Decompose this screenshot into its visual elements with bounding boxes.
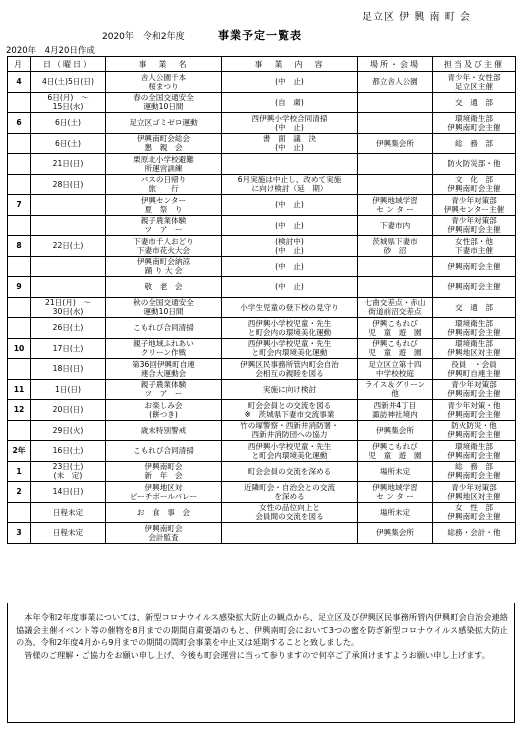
- table-row: [8, 318, 516, 339]
- column-header-event: 事 業 名: [106, 57, 222, 72]
- host-cell: 環境衛生部 伊興南町会主催: [433, 113, 516, 134]
- day-cell: 17日(土): [31, 338, 106, 359]
- event-cell: こもれび合同清掃: [106, 318, 222, 339]
- host-cell: 青少年対策部 伊興地区対主催: [433, 482, 516, 503]
- venue-cell: 伊興集会所: [358, 420, 433, 441]
- notice-paragraph: 皆様のご理解・ご協力をお願い申し上げ、今後も町会運営に当って参りますので何卒ご了承頂けますようお願い申し上げます。: [16, 649, 490, 660]
- host-cell: 青少年対策部 伊興南町会主催: [433, 379, 516, 400]
- table-row: [8, 441, 516, 462]
- content-cell: 町会会員の交流を深める: [222, 461, 358, 482]
- month-cell: [8, 297, 31, 318]
- host-cell: 文 化 部 伊興南町会主催: [433, 174, 516, 195]
- month-cell: [8, 420, 31, 441]
- day-cell: 1日(日): [31, 379, 106, 400]
- host-cell: 防火防災・他 伊興南町会主催: [433, 420, 516, 441]
- content-cell: 西伊興小学校児童・先生 と町会内環境美化運動: [222, 441, 358, 462]
- host-cell: 伊興南町会主催: [433, 256, 516, 277]
- content-cell: 伊興区民事務所管内町会自治 会相互の親睦を図る: [222, 359, 358, 380]
- day-cell: 4日(土)5日(日): [31, 72, 106, 93]
- table-row: [8, 502, 516, 523]
- host-cell: 役員 ・会員 伊興町自連主催: [433, 359, 516, 380]
- host-cell: 青少年・女性部 足立区主催: [433, 72, 516, 93]
- table-row: [8, 174, 516, 195]
- table-row: [8, 400, 516, 421]
- month-cell: [8, 92, 31, 113]
- table-row: [8, 338, 516, 359]
- content-cell: 小学生児童の登下校の見守り: [222, 297, 358, 318]
- table-row: [8, 236, 516, 257]
- month-cell: [8, 133, 31, 154]
- table-header-row: [8, 57, 516, 72]
- event-cell: 秋の全国交通安全 運動10日間: [106, 297, 222, 318]
- venue-cell: [358, 92, 433, 113]
- schedule-table: [7, 56, 516, 544]
- month-cell: 10: [8, 338, 31, 359]
- host-cell: 環境衛生部 伊興南町会主催: [433, 318, 516, 339]
- month-cell: 4: [8, 72, 31, 93]
- month-cell: [8, 502, 31, 523]
- event-cell: 伊興地区対 ビーチボールバレー: [106, 482, 222, 503]
- venue-cell: [358, 174, 433, 195]
- event-cell: 春の全国交通安全 運動10日間: [106, 92, 222, 113]
- content-cell: 西伊興小学校合同清掃 (中 止): [222, 113, 358, 134]
- day-cell: 23日(土) (未 定): [31, 461, 106, 482]
- venue-cell: 場所未定: [358, 502, 433, 523]
- day-cell: 14日(日): [31, 482, 106, 503]
- table-row: [8, 297, 516, 318]
- event-cell: 下妻市千人おどり 下妻市花火大会: [106, 236, 222, 257]
- month-cell: 2: [8, 482, 31, 503]
- host-cell: 総 務 部 伊興南町会主催: [433, 461, 516, 482]
- content-cell: 女性の品位向上と 会員間の交流を図る: [222, 502, 358, 523]
- venue-cell: 伊興こもれび 児 童 遊 園: [358, 318, 433, 339]
- content-cell: (中 止): [222, 195, 358, 216]
- content-cell: 西伊興小学校児童・先生 と町会内環境美化運動: [222, 338, 358, 359]
- content-cell: (検討中) (中 止): [222, 236, 358, 257]
- event-cell: 伊興南町会 新 年 会: [106, 461, 222, 482]
- host-cell: 女 性 部 伊興南町会主催: [433, 502, 516, 523]
- host-cell: 防火防災部・他: [433, 154, 516, 175]
- day-cell: 6日(土): [31, 113, 106, 134]
- fiscal-year: 2020年 令和2年度: [102, 32, 185, 42]
- table-row: [8, 359, 516, 380]
- month-cell: 11: [8, 379, 31, 400]
- event-cell: 歳末特別警戒: [106, 420, 222, 441]
- table-row: [8, 92, 516, 113]
- event-cell: 舎人公園千本 桜まつり: [106, 72, 222, 93]
- content-cell: (自 粛): [222, 92, 358, 113]
- content-cell: (中 止): [222, 72, 358, 93]
- host-cell: 青少年対策・他 伊興南町会主催: [433, 400, 516, 421]
- content-cell: 町会会員との交流を図る ※ 茨城県下妻市交流事業: [222, 400, 358, 421]
- column-header-host: 担当及び主催: [433, 57, 516, 72]
- day-cell: 29日(火): [31, 420, 106, 441]
- day-cell: [31, 215, 106, 236]
- day-cell: 20日(日): [31, 400, 106, 421]
- venue-cell: 西新井4丁目 諏訪神社境内: [358, 400, 433, 421]
- month-cell: [8, 256, 31, 277]
- table-row: [8, 379, 516, 400]
- month-cell: [8, 215, 31, 236]
- organization-name: 足立区 伊 興 南 町 会: [362, 12, 471, 23]
- table-row: [8, 113, 516, 134]
- content-cell: [222, 154, 358, 175]
- table-row: [8, 420, 516, 441]
- month-cell: 2年: [8, 441, 31, 462]
- event-cell: 敬 老 会: [106, 277, 222, 298]
- host-cell: 伊興南町会主催: [433, 277, 516, 298]
- month-cell: 7: [8, 195, 31, 216]
- day-cell: 21日(月) ～ 30日(水): [31, 297, 106, 318]
- event-cell: 親子地域ふれあい クリーン作戦: [106, 338, 222, 359]
- content-cell: 西伊興小学校児童・先生 と町会内の環境美化運動: [222, 318, 358, 339]
- day-cell: [31, 256, 106, 277]
- content-cell: 実施に向け検討: [222, 379, 358, 400]
- venue-cell: 伊興集会所: [358, 133, 433, 154]
- host-cell: 交 通 部: [433, 92, 516, 113]
- day-cell: 28日(日): [31, 174, 106, 195]
- venue-cell: 伊興こもれび 児 童 遊 園: [358, 338, 433, 359]
- host-cell: 総務・会計・他: [433, 523, 516, 544]
- table-row: [8, 195, 516, 216]
- host-cell: 交 通 部: [433, 297, 516, 318]
- table-row: [8, 215, 516, 236]
- day-cell: [31, 277, 106, 298]
- venue-cell: 茨城県下妻市 砂 沼: [358, 236, 433, 257]
- venue-cell: [358, 256, 433, 277]
- venue-cell: 場所未定: [358, 461, 433, 482]
- event-cell: お楽しみ会 (餅つき): [106, 400, 222, 421]
- table-row: [8, 133, 516, 154]
- host-cell: 総 務 部: [433, 133, 516, 154]
- host-cell: 環境衛生部 伊興地区対主催: [433, 338, 516, 359]
- event-cell: 親子農業体験 ツ ア ー: [106, 215, 222, 236]
- month-cell: [8, 174, 31, 195]
- venue-cell: [358, 277, 433, 298]
- content-cell: (中 止): [222, 215, 358, 236]
- table-row: [8, 256, 516, 277]
- content-cell: [222, 523, 358, 544]
- table-row: [8, 72, 516, 93]
- host-cell: 環境衛生部 伊興南町会主催: [433, 441, 516, 462]
- venue-cell: 七曲交差点・赤山 街道前沼交差点: [358, 297, 433, 318]
- day-cell: 6日(土): [31, 133, 106, 154]
- venue-cell: 都立舎人公園: [358, 72, 433, 93]
- table-row: [8, 154, 516, 175]
- event-cell: 伊興南町会納涼 踊 り 大 会: [106, 256, 222, 277]
- event-cell: 親子農業体験 ツ ア ー: [106, 379, 222, 400]
- event-cell: バスの日帰り 旅 行: [106, 174, 222, 195]
- content-cell: 近隣町会・自治会との交流 を深める: [222, 482, 358, 503]
- venue-cell: 伊興集会所: [358, 523, 433, 544]
- day-cell: 18日(日): [31, 359, 106, 380]
- page-title: 事業予定一覧表: [218, 29, 302, 42]
- day-cell: 22日(土): [31, 236, 106, 257]
- created-date: 2020年 4月20日作成: [6, 46, 95, 56]
- day-cell: 6日(月) ～ 15日(水): [31, 92, 106, 113]
- column-header-content: 事 業 内 容: [222, 57, 358, 72]
- venue-cell: ライス＆グリーン 他: [358, 379, 433, 400]
- content-cell: (中 止): [222, 277, 358, 298]
- day-cell: 日程未定: [31, 502, 106, 523]
- host-cell: 青少年対策部 伊興センター主催: [433, 195, 516, 216]
- month-cell: 12: [8, 400, 31, 421]
- column-header-day: 日（曜日）: [31, 57, 106, 72]
- day-cell: 21日(日): [31, 154, 106, 175]
- month-cell: 9: [8, 277, 31, 298]
- host-cell: 女性部・他 下妻市主催: [433, 236, 516, 257]
- event-cell: 伊興南町会 会計監査: [106, 523, 222, 544]
- day-cell: 26日(土): [31, 318, 106, 339]
- month-cell: 1: [8, 461, 31, 482]
- month-cell: 6: [8, 113, 31, 134]
- table-row: [8, 277, 516, 298]
- content-cell: 6月実施は中止し、改めて実施 に向け検討（延 期）: [222, 174, 358, 195]
- content-cell: 書 面 議 決 (中 止): [222, 133, 358, 154]
- notice-paragraph: 本年令和2年度事業については、新型コロナウイルス感染拡大防止の観点から、足立区及び伊興区民事務所管内伊興町会自治会連絡協議会主催イベント等の催物を8月までの期間自粛要請のもと、伊興南町会において3つの蜜を防ぎ新型コロナウイルス感染拡大防止の為、令和2年度4月から9月までの期間の間町会事業を中止又は延期することと致しました。: [16, 612, 508, 647]
- month-cell: 8: [8, 236, 31, 257]
- month-cell: 3: [8, 523, 31, 544]
- table-row: [8, 482, 516, 503]
- month-cell: [8, 318, 31, 339]
- event-cell: 栗原北小学校避難 所運営訓練: [106, 154, 222, 175]
- content-cell: (中 止): [222, 256, 358, 277]
- event-cell: 伊興センター 夏 祭 り: [106, 195, 222, 216]
- month-cell: [8, 359, 31, 380]
- footer-notice: [7, 603, 515, 723]
- venue-cell: 足立区立第十四 中学校校庭: [358, 359, 433, 380]
- column-header-venue: 場所・会場: [358, 57, 433, 72]
- venue-cell: [358, 113, 433, 134]
- event-cell: 第36回伊興町自連 連合大運動会: [106, 359, 222, 380]
- venue-cell: [358, 154, 433, 175]
- event-cell: 足立区ゴミゼロ運動: [106, 113, 222, 134]
- venue-cell: 伊興地域学習 セ ン タ ー: [358, 195, 433, 216]
- venue-cell: 伊興こもれび 児 童 遊 園: [358, 441, 433, 462]
- table-row: [8, 523, 516, 544]
- event-cell: お 食 事 会: [106, 502, 222, 523]
- venue-cell: 伊興地域学習 セ ン タ ー: [358, 482, 433, 503]
- host-cell: 青少年対策部 伊興南町会主催: [433, 215, 516, 236]
- month-cell: [8, 154, 31, 175]
- day-cell: 日程未定: [31, 523, 106, 544]
- table-row: [8, 461, 516, 482]
- column-header-month: 月: [8, 57, 31, 72]
- day-cell: [31, 195, 106, 216]
- day-cell: 16日(土): [31, 441, 106, 462]
- content-cell: 竹の塚警察・西新井消防署・ 西新井消防団への協力: [222, 420, 358, 441]
- venue-cell: 下妻市内: [358, 215, 433, 236]
- event-cell: 伊興南町会総会 懇 親 会: [106, 133, 222, 154]
- event-cell: こもれび合同清掃: [106, 441, 222, 462]
